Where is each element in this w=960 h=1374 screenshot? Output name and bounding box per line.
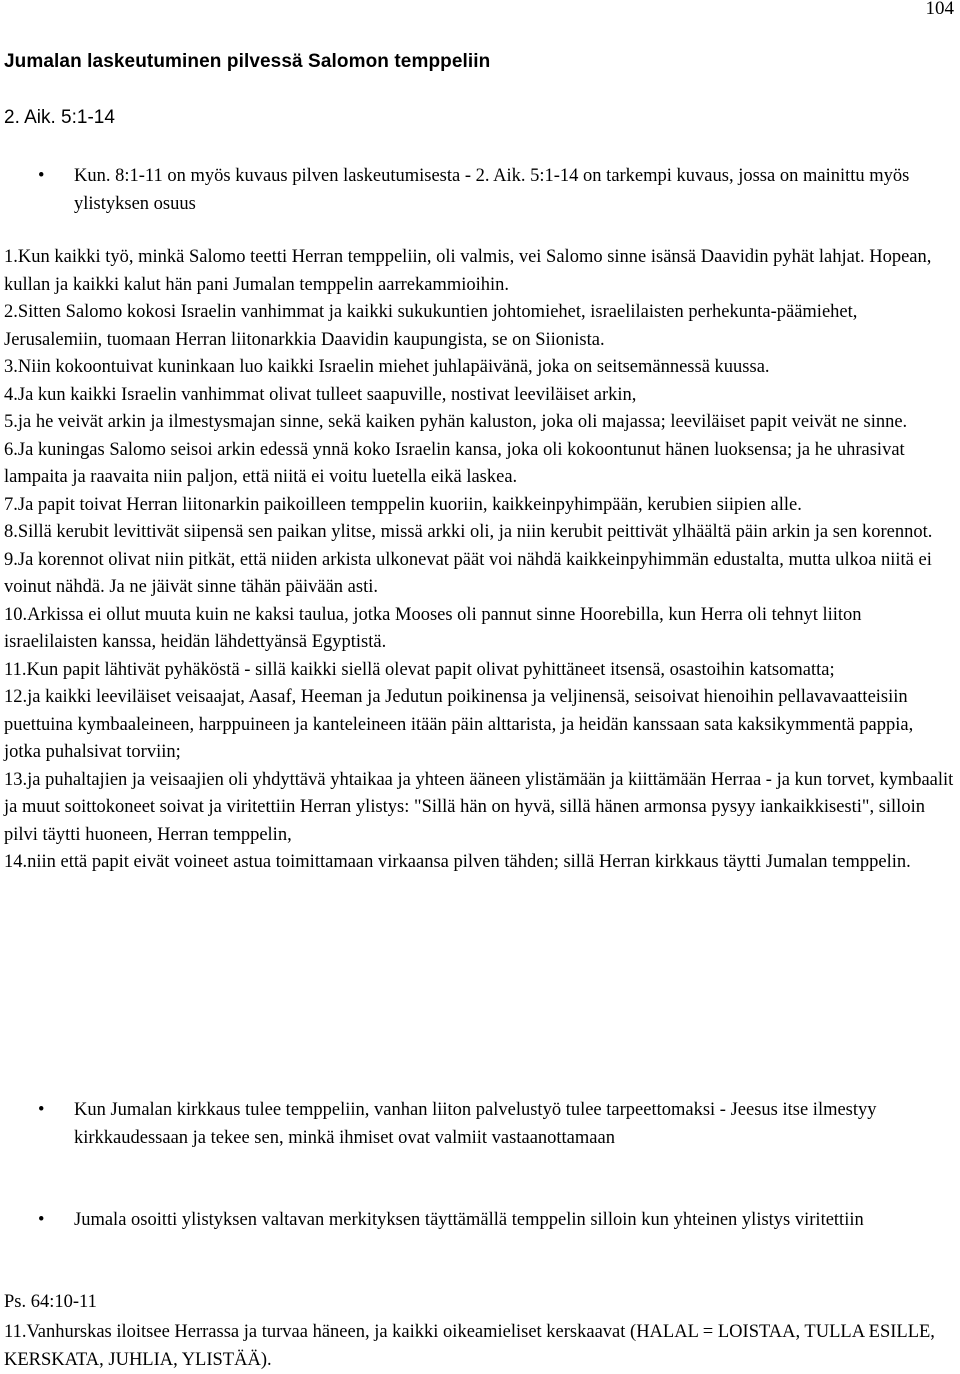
verse-14: 14.niin että papit eivät voineet astua toimittamaan virkaansa pilven tähden; sillä Herran kirkkaus täytti Jumalan temppelin. — [4, 852, 911, 872]
verse-1: 1.Kun kaikki työ, minkä Salomo teetti Herran temppeliin, oli valmis, vei Salomo sinne isänsä Daavidin pyhät lahjat. Hopean, kullan ja kaikki kalut hän pani Jumalan temppelin aarrekammioihin. — [4, 247, 932, 295]
bullet-icon: • — [38, 1210, 45, 1230]
psalm-reference: Ps. 64:10-11 — [4, 1292, 97, 1312]
bullet-icon: • — [38, 166, 45, 186]
verse-10: 10.Arkissa ei ollut muuta kuin ne kaksi taulua, jotka Mooses oli pannut sinne Hoorebilla, kun Herra oli tehnyt liiton israelilaisten kanssa, heidän lähdettyänsä Egyptistä. — [4, 604, 862, 652]
page-title: Jumalan laskeutuminen pilvessä Salomon temppeliin — [4, 51, 491, 72]
bullet-text: Kun. 8:1-11 on myös kuvaus pilven laskeutumisesta - 2. Aik. 5:1-14 on tarkempi kuvaus, jossa on mainittu myös ylistyksen osuus — [74, 166, 910, 214]
verse-2: 2.Sitten Salomo kokosi Israelin vanhimmat ja kaikki sukukuntien johtomiehet, israelilaisten perhekunta-päämiehet, Jerusalemiin, tuomaan Herran liitonarkkia Daavidin kaupungista, se on Siionista. — [4, 302, 858, 350]
bullet-text: Kun Jumalan kirkkaus tulee temppeliin, vanhan liiton palvelustyö tulee tarpeettomaksi - Jeesus itse ilmestyy kirkkaudessaan ja tekee sen, minkä ihmiset ovat valmiit vastaanottamaan — [74, 1100, 877, 1148]
verse-6: 6.Ja kuningas Salomo seisoi arkin edessä ynnä koko Israelin kansa, joka oli kokoontunut hänen luoksensa; ja he uhrasivat lampaita ja raavaita niin paljon, että niitä ei voitu luetella eikä laskea. — [4, 439, 905, 487]
page-number: 104 — [925, 0, 954, 19]
verse-12: 12.ja kaikki leeviläiset veisaajat, Aasaf, Heeman ja Jedutun poikinensa ja veljinensä, seisoivat hienoihin pellavavaatteisiin puettuina kymbaaleineen, harppuineen ja kanteleineen itään päin alttarista, ja heidän kanssaan sata kaksikymmentä pappia, jotka puhalsivat torviin; — [4, 687, 914, 762]
verse-5: 5.ja he veivät arkin ja ilmestysmajan sinne, sekä kaiken pyhän kaluston, joka oli majassa; leeviläiset papit veivät ne sinne. — [4, 412, 908, 432]
verse-8: 8.Sillä kerubit levittivät siipensä sen paikan ylitse, missä arkki oli, ja niin kerubit peittivät ylhäältä päin arkin ja sen korennot. — [4, 522, 933, 542]
verse-list — [4, 244, 954, 877]
verse-11: 11.Kun papit lähtivät pyhäköstä - sillä kaikki siellä olevat papit olivat pyhittäneet itsensä, osastoihin katsomatta; — [4, 659, 835, 680]
verse-7: 7.Ja papit toivat Herran liitonarkin paikoilleen temppelin kuoriin, kaikkeinpyhimpään, kerubien siipien alle. — [4, 494, 802, 515]
bullet-icon: • — [38, 1100, 45, 1120]
scripture-reference: 2. Aik. 5:1-14 — [4, 107, 115, 128]
verse-9: 9.Ja korennot olivat niin pitkät, että niiden arkista ulkonevat päät voi nähdä kaikkeinpyhimmän edustalta, mutta ulkoa niitä ei voinut nähdä. Ja ne jäivät sinne tähän päivään asti. — [4, 549, 932, 597]
psalm-verse: 11.Vanhurskas iloitsee Herrassa ja turvaa häneen, ja kaikki oikeamieliset kerskaavat (HALAL = LOISTAA, TULLA ESILLE, KERSKATA, JUHLIA, YLISTÄÄ). — [4, 1322, 935, 1370]
verse-3: 3.Niin kokoontuivat kuninkaan luo kaikki Israelin miehet juhlapäivänä, joka on seitsemännessä kuussa. — [4, 357, 770, 377]
verse-13: 13.ja puhaltajien ja veisaajien oli yhdyttävä yhtaikaa ja yhteen ääneen ylistämään ja kiittämään Herraa - ja kun torvet, kymbaalit ja muut soittokoneet soivat ja viritettiin Herran ylistys: "Sillä hän on hyvä, sillä hänen armonsa pysyy iankaikkisesti", silloin pilvi täytti huoneen, Herran temppelin, — [4, 769, 954, 845]
bullet-text: Jumala osoitti ylistyksen valtavan merkityksen täyttämällä temppelin silloin kun yhteinen ylistys viritettiin — [74, 1210, 864, 1230]
verse-4: 4.Ja kun kaikki Israelin vanhimmat olivat tulleet saapuville, nostivat leeviläiset arkin, — [4, 384, 637, 405]
